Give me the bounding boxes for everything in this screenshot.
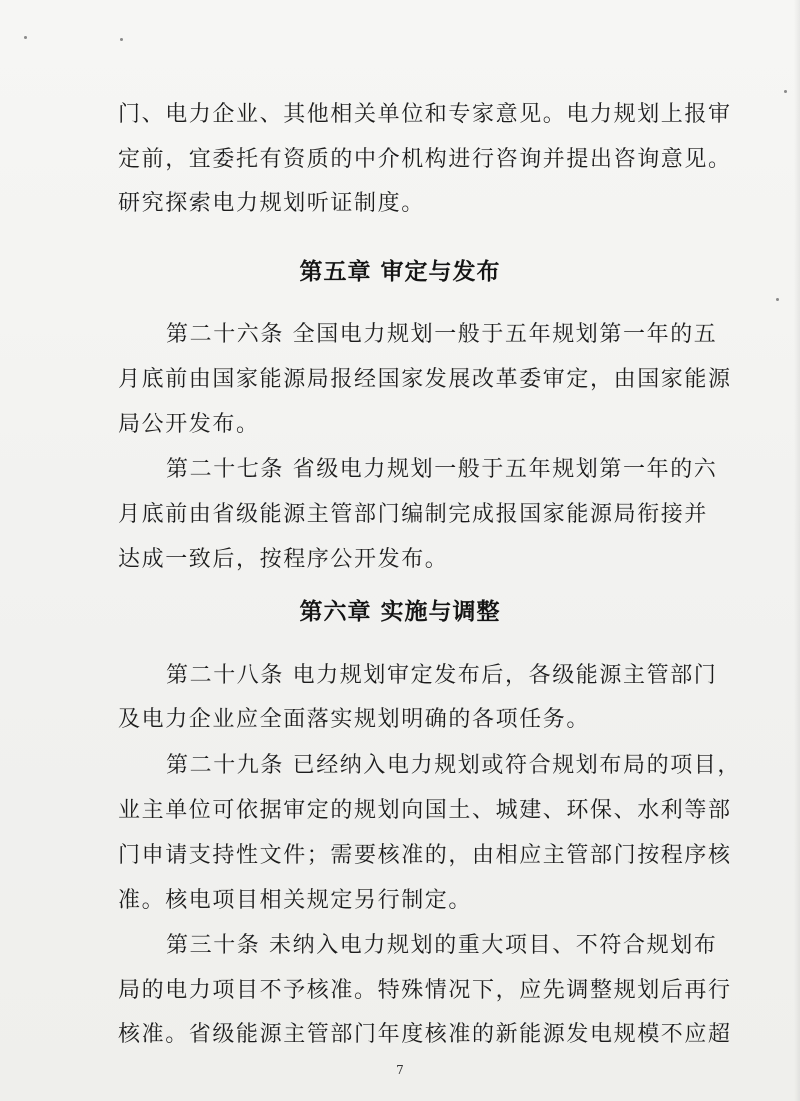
article-27-line: 第二十七条 省级电力规划一般于五年规划第一年的六 [166,457,718,482]
text-line: 定前，宜委托有资质的中介机构进行咨询并提出咨询意见。 [118,147,732,172]
article-30-line: 核准。省级能源主管部门年度核准的新能源发电规模不应超 [118,1022,732,1047]
article-29-line: 准。核电项目相关规定另行制定。 [118,888,473,913]
text-line: 门、电力企业、其他相关单位和专家意见。电力规划上报审 [118,102,732,127]
chapter-heading: 第五章 审定与发布 [299,259,501,285]
scan-mark [776,298,779,301]
article-26-line: 月底前由国家能源局报经国家发展改革委审定，由国家能源 [118,367,732,392]
article-30-line: 第三十条 未纳入电力规划的重大项目、不符合规划布 [166,933,718,958]
article-27-line: 达成一致后，按程序公开发布。 [118,547,449,572]
chapter-heading: 第六章 实施与调整 [299,599,501,625]
article-28-line: 及电力企业应全面落实规划明确的各项任务。 [118,707,591,732]
page-number: 7 [396,1063,404,1077]
article-30-line: 局的电力项目不予核准。特殊情况下，应先调整规划后再行 [118,978,732,1003]
scan-mark [784,90,787,93]
article-29-line: 门申请支持性文件；需要核准的，由相应主管部门按程序核 [118,843,732,868]
scan-mark [24,36,27,39]
scan-mark [120,38,123,41]
article-26-line: 局公开发布。 [118,412,260,437]
article-27-line: 月底前由省级能源主管部门编制完成报国家能源局衔接并 [118,502,709,527]
article-29-line: 第二十九条 已经纳入电力规划或符合规划布局的项目， [166,753,741,778]
text-line: 研究探索电力规划听证制度。 [118,191,425,216]
article-28-line: 第二十八条 电力规划审定发布后，各级能源主管部门 [166,663,718,688]
article-26-line: 第二十六条 全国电力规划一般于五年规划第一年的五 [166,322,718,347]
scan-shadow-edge [794,0,800,1101]
article-29-line: 业主单位可依据审定的规划向国土、城建、环保、水利等部 [118,798,732,823]
